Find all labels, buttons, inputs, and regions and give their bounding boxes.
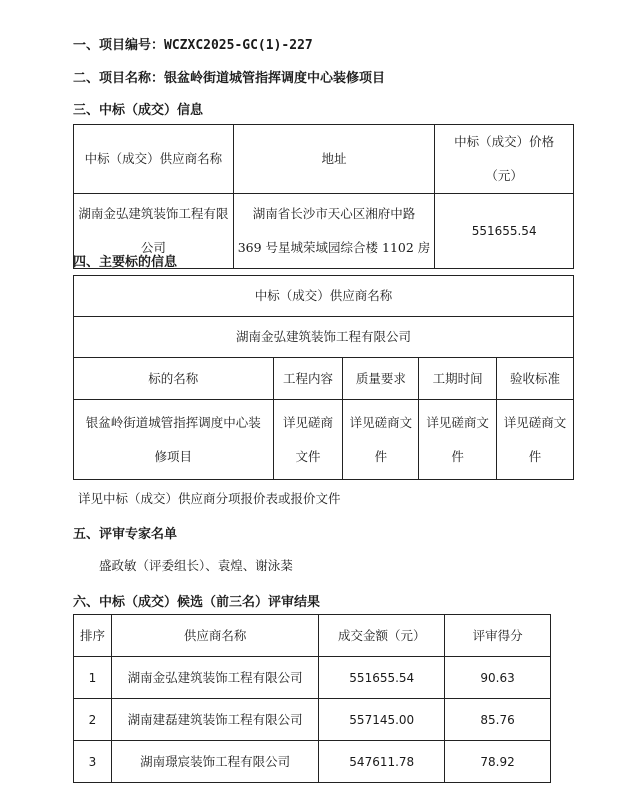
- header-amount: 成交金额（元）: [319, 615, 445, 657]
- supplier-line1: 湖南金弘建筑装饰工程有限: [78, 206, 229, 221]
- project-name-label: 二、项目名称：: [73, 71, 165, 86]
- table-row: [74, 741, 551, 783]
- quality-line1: 详见磋商文: [349, 414, 413, 430]
- header-price: 中标（成交）价格（元）: [435, 125, 574, 194]
- items-note: 详见中标（成交）供应商分项报价表或报价文件: [78, 491, 341, 506]
- address-cell: [233, 194, 435, 269]
- rank-cell: 1: [74, 657, 112, 699]
- quality-line2: 件: [374, 448, 388, 464]
- project-number-heading: [73, 34, 313, 53]
- duration-line1: 详见磋商文: [426, 414, 489, 430]
- address-line1: 湖南省长沙市天心区湘府中路: [252, 206, 416, 221]
- header-supplier: 供应商名称: [111, 615, 318, 657]
- score-cell: 85.76: [445, 699, 551, 741]
- winning-info-heading: 三、中标（成交）信息: [73, 103, 204, 118]
- project-number-value: WCZXC2025-GC(1)-227: [164, 38, 313, 53]
- acceptance-cell: [497, 400, 574, 480]
- review-results-table: [73, 614, 551, 783]
- table-row: [74, 699, 551, 741]
- header-rank: 排序: [74, 615, 112, 657]
- rank-cell: 2: [74, 699, 112, 741]
- supplier-header: 中标（成交）供应商名称: [74, 276, 574, 317]
- quality-cell: [343, 400, 419, 480]
- item-line1: 银盆岭街道城管指挥调度中心装: [85, 414, 261, 430]
- header-supplier: 中标（成交）供应商名称: [74, 125, 234, 194]
- duration-cell: [419, 400, 497, 480]
- project-number-label: 一、项目编号：: [73, 38, 165, 53]
- header-address: 地址: [233, 125, 435, 194]
- work-content-line1: 详见磋商: [282, 414, 333, 430]
- project-name-value: 银盆岭街道城管指挥调度中心装修项目: [164, 71, 386, 86]
- header-quality: 质量要求: [343, 358, 419, 400]
- acceptance-line1: 详见磋商文: [503, 414, 567, 430]
- duration-line2: 件: [451, 448, 464, 464]
- amount-cell: 547611.78: [319, 741, 445, 783]
- supplier-cell: 湖南建磊建筑装饰工程有限公司: [111, 699, 318, 741]
- project-name-heading: [73, 67, 385, 86]
- supplier-line2: 公司: [140, 240, 166, 255]
- supplier-name-row: [74, 317, 574, 358]
- experts-list: 盛政敏（评委组长）、袁煌、谢泳棻: [99, 558, 293, 573]
- table-header-row: [74, 615, 551, 657]
- main-items-heading: 四、主要标的信息: [73, 255, 178, 270]
- acceptance-line2: 件: [528, 448, 542, 464]
- table-row: [74, 400, 574, 480]
- review-results-heading: 六、中标（成交）候选（前三名）评审结果: [73, 595, 321, 610]
- header-duration: 工期时间: [419, 358, 497, 400]
- rank-cell: 3: [74, 741, 112, 783]
- item-line2: 修项目: [154, 448, 193, 464]
- price-cell: 551655.54: [435, 194, 574, 269]
- main-items-table: [73, 275, 574, 480]
- header-item-name: 标的名称: [74, 358, 274, 400]
- header-score: 评审得分: [445, 615, 551, 657]
- score-cell: 78.92: [445, 741, 551, 783]
- address-line2: 369 号星城荣域园综合楼 1102 房: [237, 240, 431, 255]
- amount-cell: 551655.54: [319, 657, 445, 699]
- score-cell: 90.63: [445, 657, 551, 699]
- work-content-line2: 文件: [295, 448, 321, 464]
- header-work-content: 工程内容: [273, 358, 343, 400]
- amount-cell: 557145.00: [319, 699, 445, 741]
- header-acceptance: 验收标准: [497, 358, 574, 400]
- supplier-name: 湖南金弘建筑装饰工程有限公司: [74, 317, 574, 358]
- item-name-cell: [74, 400, 274, 480]
- work-content-cell: [273, 400, 343, 480]
- table-row: [74, 657, 551, 699]
- table-header-row: [74, 125, 574, 194]
- items-header-row: [74, 358, 574, 400]
- supplier-cell: 湖南金弘建筑装饰工程有限公司: [111, 657, 318, 699]
- supplier-cell: 湖南璟宸装饰工程有限公司: [111, 741, 318, 783]
- winning-info-table: [73, 124, 574, 269]
- experts-heading: 五、评审专家名单: [73, 527, 178, 542]
- supplier-header-row: [74, 276, 574, 317]
